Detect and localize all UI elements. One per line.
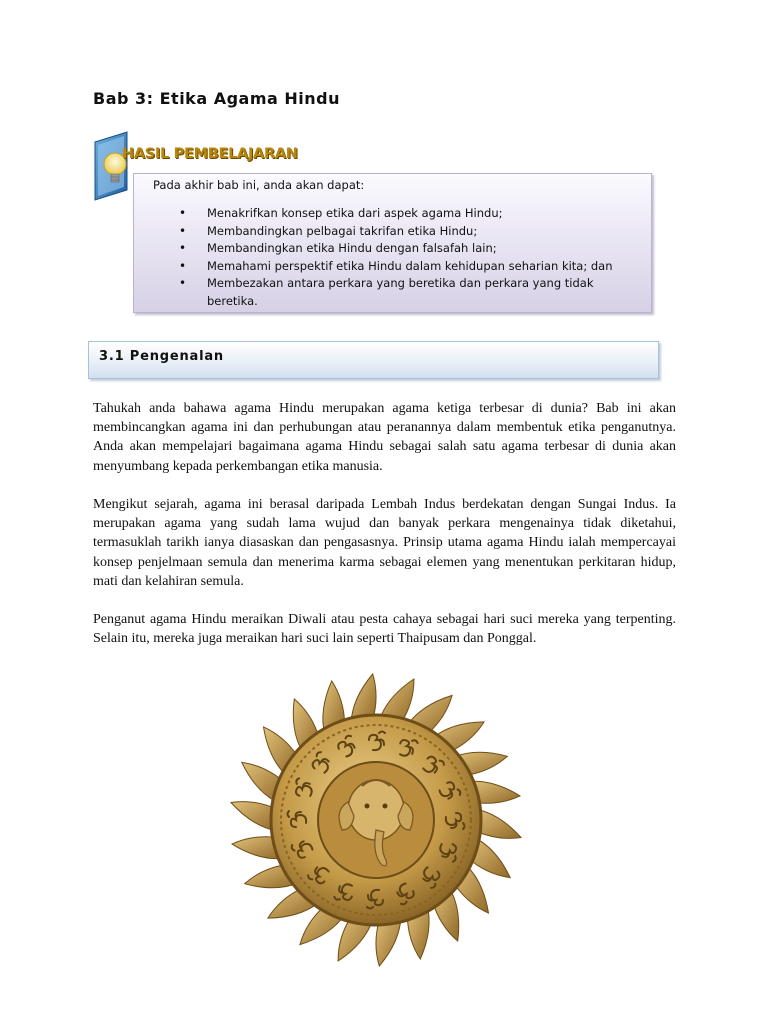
- bullet-icon: •: [179, 258, 187, 273]
- paragraph-intro: Tahukah anda bahawa agama Hindu merupakan agama ketiga terbesar di dunia? Bab ini akan membincangkan agama ini dan perhubungan atau peranannya dalam membentuk etika penganutnya. Anda akan mempelajari bagaimana agama Hindu sebagai salah satu agama terbesar di dunia akan menyumbang kepada perkembangan etika manusia.: [93, 401, 676, 474]
- paragraph-history: Mengikut sejarah, agama ini berasal daripada Lembah Indus berdekatan dengan Sungai Indus. Ia merupakan agama yang sudah lama wujud dan banyak perkara mengenainya tidak diketahui, termasuklah tarikh ianya diasaskan dan pengasasnya. Prinsip utama agama Hindu ialah mempercayai konsep penjelmaan semula dan menerima karma sebagai elemen yang menentukan perkitaran hidup, mati dan kelahiran semula.: [93, 497, 676, 589]
- section-heading-bar: [88, 341, 659, 379]
- list-item: • Membezakan antara perkara yang beretika dan perkara yang tidak beretika.: [179, 276, 594, 308]
- chapter-title: Bab 3: Etika Agama Hindu: [93, 89, 340, 108]
- learning-outcomes-header: HASIL PEMBELAJARAN: [122, 146, 298, 162]
- bullet-icon: •: [179, 206, 187, 220]
- list-item: • Memahami perspektif etika Hindu dalam kehidupan seharian kita; dan: [179, 258, 619, 276]
- list-item: • Menakrifkan konsep etika dari aspek agama Hindu;: [179, 205, 619, 223]
- list-item: • Membandingkan etika Hindu dengan falsafah lain;: [179, 240, 619, 258]
- learning-outcomes-intro: Pada akhir bab ini, anda akan dapat:: [153, 178, 365, 192]
- bullet-icon: •: [179, 223, 187, 238]
- om-sun-medallion-image: [226, 670, 526, 970]
- section-title: 3.1 Pengenalan: [99, 349, 224, 364]
- paragraph-festivals: Penganut agama Hindu meraikan Diwali atau pesta cahaya sebagai hari suci mereka yang terpenting. Selain itu, mereka juga meraikan hari suci lain seperti Thaipusam dan Ponggal.: [93, 612, 676, 647]
- learning-outcomes-list: [179, 205, 619, 311]
- bullet-icon: •: [179, 276, 187, 291]
- lightbulb-monitor-icon: [93, 130, 133, 208]
- list-item: • Membandingkan pelbagai takrifan etika Hindu;: [179, 223, 619, 241]
- learning-outcomes-box: [133, 173, 652, 313]
- bullet-icon: •: [179, 241, 187, 256]
